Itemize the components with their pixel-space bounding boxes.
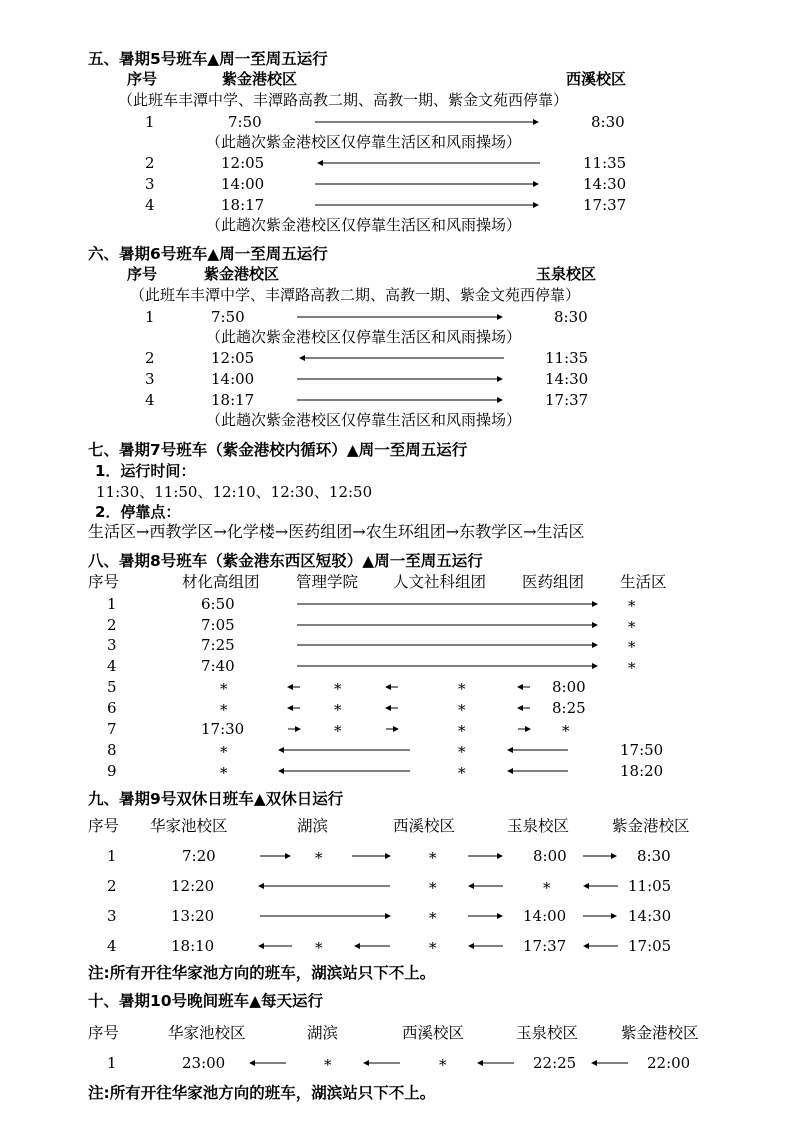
s5-header-from: 紫金港校区 bbox=[222, 70, 298, 88]
s8-row-6-c2: * bbox=[334, 701, 342, 719]
s5-route-note: （此班车丰潭中学、丰潭路高教二期、高教一期、紫金文苑西停靠） bbox=[118, 91, 569, 109]
s6-route-note: （此班车丰潭中学、丰潭路高教二期、高教一期、紫金文苑西停靠） bbox=[130, 286, 581, 304]
s5-stop-note-2: （此趟次紫金港校区仅停靠生活区和风雨操场） bbox=[206, 216, 522, 234]
s9-row-4-c5: 17:05 bbox=[628, 937, 672, 955]
s7-run-time-label: 1．运行时间： bbox=[95, 462, 196, 480]
s8-row-8-c3: * bbox=[458, 743, 466, 761]
s5-row-2-num: 2 bbox=[145, 154, 155, 172]
s8-header-c5: 生活区 bbox=[620, 573, 667, 591]
s8-row-6-c1: * bbox=[220, 701, 228, 719]
s8-row-1-num: 1 bbox=[107, 595, 117, 613]
s5-row-2-arr: 11:35 bbox=[583, 154, 627, 172]
s6-row-1-dep: 7:50 bbox=[211, 308, 245, 326]
s8-row-6-num: 6 bbox=[107, 699, 117, 717]
s6-header-to: 玉泉校区 bbox=[536, 265, 597, 283]
s9-row-2-c3: * bbox=[429, 879, 437, 897]
s8-header-c3: 人文社科组团 bbox=[393, 573, 487, 591]
s9-row-3-c3: * bbox=[429, 909, 437, 927]
s9-row-1-c1: 7:20 bbox=[182, 847, 216, 865]
s7-run-times: 11:30、11:50、12:10、12:30、12:50 bbox=[96, 483, 373, 501]
s8-row-1-c5: * bbox=[628, 597, 636, 615]
s8-row-2-num: 2 bbox=[107, 616, 117, 634]
s8-row-6-c3: * bbox=[458, 701, 466, 719]
route-arrow-icon: → bbox=[213, 522, 227, 541]
s8-row-1-c1: 6:50 bbox=[201, 595, 235, 613]
s6-row-1-num: 1 bbox=[145, 308, 155, 326]
s5-row-3-arr: 14:30 bbox=[583, 175, 627, 193]
s9-row-1-c4: 8:00 bbox=[533, 847, 567, 865]
s7-stop-4: 医药组团 bbox=[288, 522, 353, 541]
s7-stop-7: 生活区 bbox=[536, 522, 585, 541]
s8-row-2-c1: 7:05 bbox=[201, 616, 235, 634]
section-5-title: 五、暑期5号班车▲周一至周五运行 bbox=[88, 50, 328, 68]
s8-row-7-c2: * bbox=[334, 722, 342, 740]
s8-header-c1: 材化高组团 bbox=[182, 573, 260, 591]
s9-row-2-c4: * bbox=[543, 879, 551, 897]
s8-row-8-num: 8 bbox=[107, 741, 117, 759]
s9-row-3-c4: 14:00 bbox=[523, 907, 567, 925]
s8-row-4-num: 4 bbox=[107, 657, 117, 675]
s9-row-2-c1: 12:20 bbox=[171, 877, 215, 895]
section-7-title: 七、暑期7号班车（紫金港校内循环）▲周一至周五运行 bbox=[88, 441, 468, 459]
section-10-title: 十、暑期10号晚间班车▲每天运行 bbox=[88, 992, 323, 1010]
s9-header-c1: 华家池校区 bbox=[150, 817, 228, 835]
s8-row-8-c5: 17:50 bbox=[620, 741, 664, 759]
s10-header-c4: 玉泉校区 bbox=[516, 1024, 579, 1042]
s8-row-4-c1: 7:40 bbox=[201, 657, 235, 675]
s9-row-4-c3: * bbox=[429, 939, 437, 957]
s9-header-c5: 紫金港校区 bbox=[612, 817, 690, 835]
s8-row-3-c5: * bbox=[628, 638, 636, 656]
s7-stops-label: 2．停靠点： bbox=[95, 503, 181, 521]
route-arrow-icon: → bbox=[352, 522, 366, 541]
section-6-title: 六、暑期6号班车▲周一至周五运行 bbox=[88, 245, 328, 263]
s6-header-from: 紫金港校区 bbox=[204, 265, 280, 283]
s8-header-seq: 序号 bbox=[88, 573, 120, 591]
section-8-title: 八、暑期8号班车（紫金港东西区短驳）▲周一至周五运行 bbox=[88, 552, 483, 570]
s10-header-seq: 序号 bbox=[88, 1024, 120, 1042]
s8-row-7-num: 7 bbox=[107, 720, 117, 738]
s10-row-1-c4: 22:25 bbox=[533, 1054, 577, 1072]
s8-row-8-c1: * bbox=[220, 743, 228, 761]
s9-row-2-num: 2 bbox=[107, 877, 117, 895]
s7-stop-3: 化学楼 bbox=[226, 522, 275, 541]
s9-row-1-num: 1 bbox=[107, 847, 117, 865]
s8-row-9-c5: 18:20 bbox=[620, 762, 664, 780]
section-9-title: 九、暑期9号双休日班车▲双休日运行 bbox=[88, 790, 344, 808]
s9-header-c4: 玉泉校区 bbox=[507, 817, 570, 835]
route-arrow-icon: → bbox=[274, 522, 289, 541]
s8-row-7-c3: * bbox=[458, 722, 466, 740]
route-arrow-icon: → bbox=[445, 522, 460, 541]
s9-row-4-c2: * bbox=[315, 939, 323, 957]
s8-row-9-c1: * bbox=[220, 764, 228, 782]
s8-header-c2: 管理学院 bbox=[296, 573, 359, 591]
s5-row-4-num: 4 bbox=[145, 196, 155, 214]
s7-stop-2: 西教学区 bbox=[149, 522, 214, 541]
s6-row-4-dep: 18:17 bbox=[211, 391, 255, 409]
s7-stop-6: 东教学区 bbox=[459, 522, 524, 541]
s9-row-2-c5: 11:05 bbox=[628, 877, 672, 895]
s10-row-1-c1: 23:00 bbox=[182, 1054, 226, 1072]
s10-row-1-num: 1 bbox=[107, 1054, 117, 1072]
s8-row-5-c1: * bbox=[220, 680, 228, 698]
s9-header-seq: 序号 bbox=[88, 817, 120, 835]
s5-row-1-dep: 7:50 bbox=[228, 113, 262, 131]
s5-row-4-dep: 18:17 bbox=[221, 196, 265, 214]
s5-row-2-dep: 12:05 bbox=[221, 154, 265, 172]
s8-row-4-c5: * bbox=[628, 659, 636, 677]
s9-row-1-c2: * bbox=[315, 849, 323, 867]
s10-header-c5: 紫金港校区 bbox=[621, 1024, 699, 1042]
s6-row-3-num: 3 bbox=[145, 370, 155, 388]
s9-row-4-c4: 17:37 bbox=[523, 937, 567, 955]
s9-row-3-num: 3 bbox=[107, 907, 117, 925]
s5-row-4-arr: 17:37 bbox=[583, 196, 627, 214]
s9-footnote: 注:所有开往华家池方向的班车，湖滨站只下不上。 bbox=[88, 964, 436, 982]
s10-row-1-c2: * bbox=[324, 1056, 332, 1074]
s9-row-1-c3: * bbox=[429, 849, 437, 867]
s6-row-3-arr: 14:30 bbox=[545, 370, 589, 388]
s10-header-c3: 西溪校区 bbox=[402, 1024, 465, 1042]
s9-header-c2: 湖滨 bbox=[297, 817, 329, 835]
s8-row-2-c5: * bbox=[628, 618, 636, 636]
s8-row-5-c4: 8:00 bbox=[552, 678, 586, 696]
s5-row-3-dep: 14:00 bbox=[221, 175, 265, 193]
route-arrow-icon: → bbox=[523, 522, 537, 541]
s5-row-3-num: 3 bbox=[145, 175, 155, 193]
s6-row-2-num: 2 bbox=[145, 349, 155, 367]
s10-header-c1: 华家池校区 bbox=[168, 1024, 246, 1042]
s5-header-to: 西溪校区 bbox=[566, 70, 627, 88]
s6-row-2-arr: 11:35 bbox=[545, 349, 589, 367]
s9-row-3-c5: 14:30 bbox=[628, 907, 672, 925]
s10-footnote: 注:所有开往华家池方向的班车，湖滨站只下不上。 bbox=[88, 1084, 436, 1102]
s6-row-3-dep: 14:00 bbox=[211, 370, 255, 388]
s10-header-c2: 湖滨 bbox=[307, 1024, 339, 1042]
s5-row-1-num: 1 bbox=[145, 113, 155, 131]
s10-row-1-c3: * bbox=[439, 1056, 447, 1074]
s5-row-1-arr: 8:30 bbox=[591, 113, 625, 131]
s10-row-1-c5: 22:00 bbox=[647, 1054, 691, 1072]
s8-row-5-c2: * bbox=[334, 680, 342, 698]
s6-row-4-arr: 17:37 bbox=[545, 391, 589, 409]
s6-header-seq: 序号 bbox=[127, 265, 158, 283]
s9-row-3-c1: 13:20 bbox=[171, 907, 215, 925]
s8-row-3-c1: 7:25 bbox=[201, 636, 235, 654]
s9-header-c3: 西溪校区 bbox=[393, 817, 456, 835]
s8-row-9-c3: * bbox=[458, 764, 466, 782]
s8-row-9-num: 9 bbox=[107, 762, 117, 780]
s9-row-1-c5: 8:30 bbox=[637, 847, 671, 865]
s6-row-4-num: 4 bbox=[145, 391, 155, 409]
s5-header-seq: 序号 bbox=[127, 70, 158, 88]
s8-row-6-c4: 8:25 bbox=[552, 699, 586, 717]
s6-row-1-arr: 8:30 bbox=[554, 308, 588, 326]
s8-row-7-c1: 17:30 bbox=[201, 720, 245, 738]
s9-row-4-c1: 18:10 bbox=[171, 937, 215, 955]
s7-stop-5: 农生环组团 bbox=[365, 522, 446, 541]
s6-stop-note-1: （此趟次紫金港校区仅停靠生活区和风雨操场） bbox=[206, 328, 522, 346]
s7-stop-1: 生活区 bbox=[88, 522, 137, 541]
s8-row-5-num: 5 bbox=[107, 678, 117, 696]
s8-row-7-c4: * bbox=[562, 722, 570, 740]
s8-row-5-c3: * bbox=[458, 680, 466, 698]
s8-row-3-num: 3 bbox=[107, 636, 117, 654]
s8-header-c4: 医药组团 bbox=[522, 573, 585, 591]
s6-stop-note-2: （此趟次紫金港校区仅停靠生活区和风雨操场） bbox=[206, 411, 522, 429]
s5-stop-note-1: （此趟次紫金港校区仅停靠生活区和风雨操场） bbox=[206, 133, 522, 151]
s9-row-4-num: 4 bbox=[107, 937, 117, 955]
route-arrow-icon: → bbox=[136, 522, 150, 541]
s6-row-2-dep: 12:05 bbox=[211, 349, 255, 367]
